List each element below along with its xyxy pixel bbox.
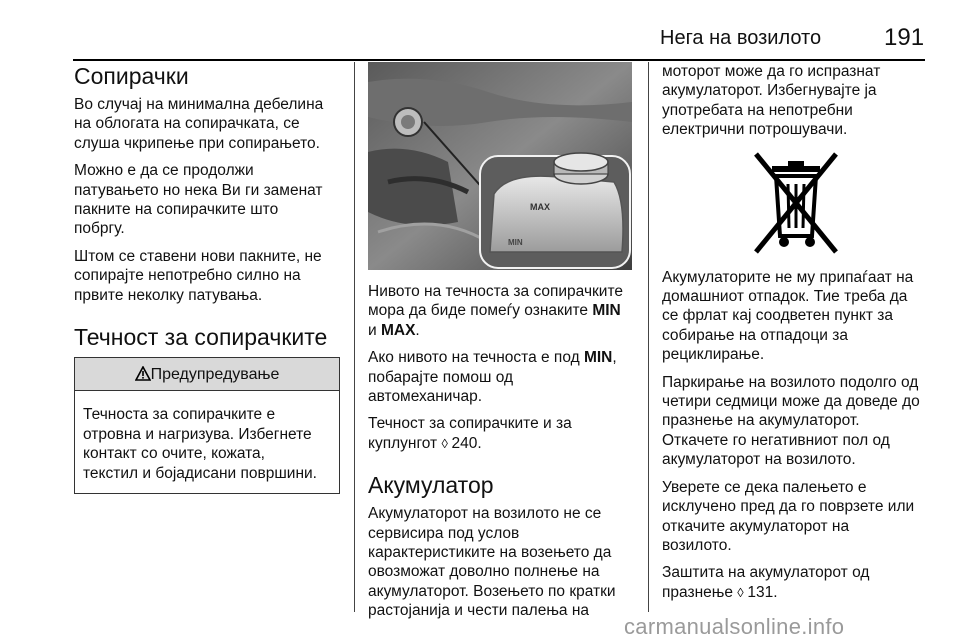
warning-triangle-icon [135, 366, 151, 381]
paragraph: Акумулаторот на возилото не се сервисира под услов карактеристиките на возењето да овозможат доволно полнење на акумулаторот. Возењето по кратки растојанија и чести палења на [368, 505, 616, 620]
page-reference-arrow-icon: ◊ [441, 435, 452, 451]
section-heading-battery: Акумулатор [368, 472, 494, 499]
page-reference-link[interactable]: 240 [451, 434, 478, 452]
max-mark: MAX [380, 321, 416, 339]
paragraph: Уверете се дека палењето е исклучено пред да го поврзете или откачите акумулаторот на возилото. [662, 478, 915, 554]
page-number: 191 [884, 24, 925, 51]
warning-box [74, 357, 340, 494]
paragraph: Нивото на течноста за сопирачките мора да биде помеѓу ознаките MIN и MAX. [368, 283, 624, 339]
paragraph: Штом се ставени нови пакните, не сопирајте непотребно силно на првите неколку патувања. [74, 247, 322, 304]
page-reference-arrow-icon: ◊ [737, 584, 748, 600]
column-divider-2 [648, 62, 649, 612]
warning-header [75, 358, 339, 391]
min-mark: MIN [583, 349, 613, 367]
paragraph: Во случај на минимална дебелина на облогата на сопирачката, се слуша чкрипење при сопирањето. [74, 96, 324, 152]
paragraph: Можно е да се продолжи патувањето но нека Ви ги заменат пакните на сопирачките што побргу. [74, 162, 323, 238]
column-divider-1 [354, 62, 355, 612]
max-mark-label: MAX [530, 202, 550, 212]
header-title: Нега на возилото [660, 27, 822, 49]
paragraph: моторот може да го испразнат акумулаторот. Избегнувајте ја употребата на непотребни електрични потрошувачи. [662, 63, 881, 139]
page-reference-link[interactable]: 131 [747, 583, 774, 601]
paragraph: Откачете го негативниот пол од акумулаторот на возилото. [662, 431, 890, 469]
crossed-out-bin-icon [736, 148, 856, 258]
section-heading-brake-fluid: Течност за сопирачките [74, 324, 328, 351]
paragraph: Ако нивото на течноста е под MIN, побарајте помош од автомеханичар. [368, 349, 617, 406]
page-header [0, 22, 960, 58]
column-2 [368, 62, 634, 629]
section-heading-brakes: Сопирачки [74, 63, 189, 89]
min-mark: MIN [592, 302, 621, 320]
header-rule [73, 59, 925, 61]
paragraph: Заштита на акумулаторот од празнење ◊ 131. [662, 564, 870, 601]
column-1 [74, 62, 344, 494]
watermark: carmanualsonline.info [624, 614, 845, 639]
brake-fluid-reservoir-photo [368, 62, 632, 270]
paragraph: Паркирање на возилото подолго од четири седмици може да доведе до празнење на акумулаторот. [662, 373, 920, 430]
paragraph: Акумулаторите не му припаѓаат на домашниот отпадок. Тие треба да се фрлат кај соодветен пункт за собирање на отпадоци за рециклирање. [662, 268, 914, 364]
column-3 [662, 62, 930, 610]
min-mark-label: MIN [508, 238, 523, 247]
paragraph: Течност за сопирачките и за куплунгот ◊ 240. [368, 415, 572, 452]
warning-title: Предупредување [150, 366, 280, 384]
warning-text: Течноста за сопирачките е отровна и нагризува. Избегнете контакт со очите, кожата, текстил и бојадисани површини. [83, 406, 317, 482]
